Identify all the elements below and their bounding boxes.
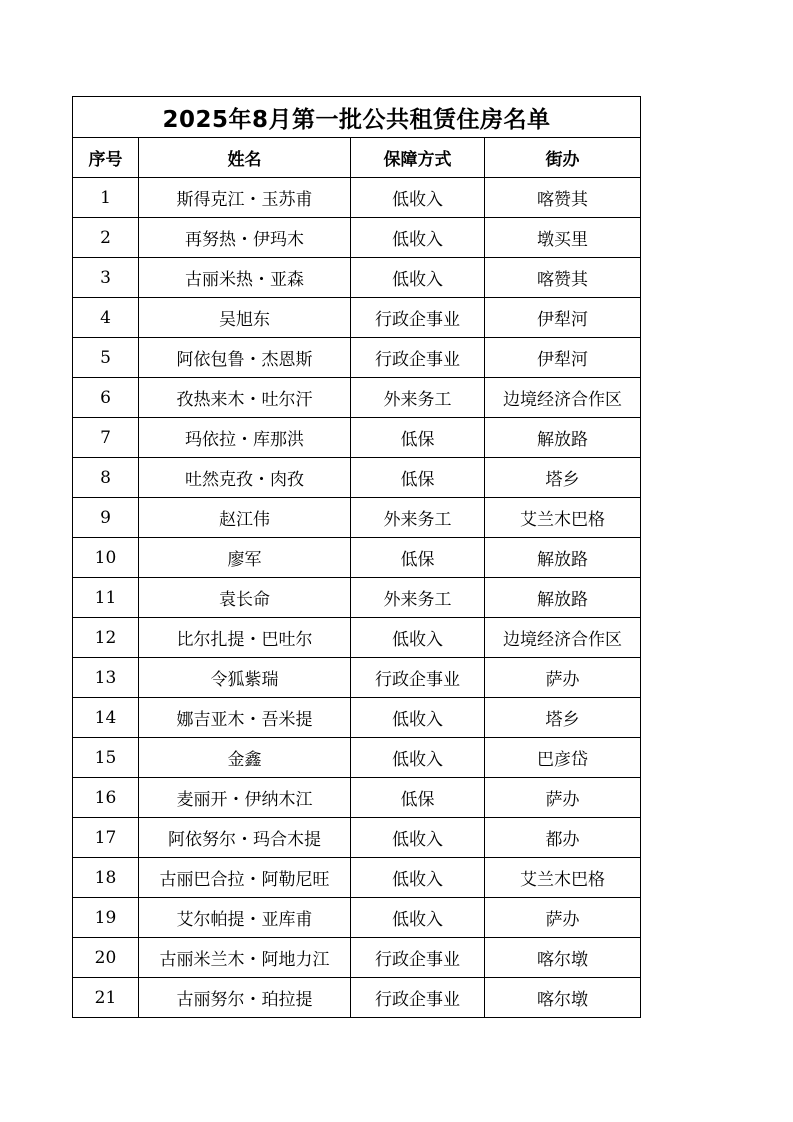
cell-name: 阿依包鲁・杰恩斯 xyxy=(139,338,351,378)
cell-type: 行政企事业 xyxy=(351,658,485,698)
cell-no: 21 xyxy=(73,978,139,1018)
cell-no: 11 xyxy=(73,578,139,618)
cell-name: 古丽巴合拉・阿勒尼旺 xyxy=(139,858,351,898)
cell-no: 17 xyxy=(73,818,139,858)
header-street: 街办 xyxy=(485,138,641,178)
table-row xyxy=(73,338,641,378)
cell-street: 塔乡 xyxy=(485,458,641,498)
cell-name: 阿依努尔・玛合木提 xyxy=(139,818,351,858)
cell-type: 低收入 xyxy=(351,258,485,298)
cell-type: 低收入 xyxy=(351,618,485,658)
housing-list-sheet xyxy=(72,96,640,1018)
table-row xyxy=(73,178,641,218)
table-row xyxy=(73,538,641,578)
table-row xyxy=(73,938,641,978)
cell-name: 麦丽开・伊纳木江 xyxy=(139,778,351,818)
cell-street: 艾兰木巴格 xyxy=(485,498,641,538)
cell-name: 斯得克江・玉苏甫 xyxy=(139,178,351,218)
header-no: 序号 xyxy=(73,138,139,178)
table-row xyxy=(73,298,641,338)
cell-street: 萨办 xyxy=(485,778,641,818)
table-row xyxy=(73,858,641,898)
cell-type: 外来务工 xyxy=(351,498,485,538)
cell-name: 艾尔帕提・亚库甫 xyxy=(139,898,351,938)
table-row xyxy=(73,698,641,738)
cell-type: 低保 xyxy=(351,538,485,578)
cell-no: 1 xyxy=(73,178,139,218)
cell-name: 吴旭东 xyxy=(139,298,351,338)
cell-type: 低收入 xyxy=(351,698,485,738)
cell-no: 20 xyxy=(73,938,139,978)
cell-street: 边境经济合作区 xyxy=(485,618,641,658)
table-row xyxy=(73,418,641,458)
cell-type: 低收入 xyxy=(351,218,485,258)
cell-type: 行政企事业 xyxy=(351,978,485,1018)
cell-name: 玛依拉・库那洪 xyxy=(139,418,351,458)
cell-street: 喀赞其 xyxy=(485,258,641,298)
cell-street: 巴彦岱 xyxy=(485,738,641,778)
cell-street: 艾兰木巴格 xyxy=(485,858,641,898)
table-row xyxy=(73,618,641,658)
table-row xyxy=(73,898,641,938)
header-row xyxy=(73,138,641,178)
cell-name: 吐然克孜・肉孜 xyxy=(139,458,351,498)
cell-name: 比尔扎提・巴吐尔 xyxy=(139,618,351,658)
cell-name: 袁长命 xyxy=(139,578,351,618)
cell-name: 廖军 xyxy=(139,538,351,578)
cell-name: 再努热・伊玛木 xyxy=(139,218,351,258)
table-row xyxy=(73,778,641,818)
table-row xyxy=(73,738,641,778)
table-row xyxy=(73,218,641,258)
cell-name: 赵江伟 xyxy=(139,498,351,538)
cell-street: 伊犁河 xyxy=(485,338,641,378)
cell-name: 古丽米兰木・阿地力江 xyxy=(139,938,351,978)
cell-street: 萨办 xyxy=(485,658,641,698)
cell-no: 9 xyxy=(73,498,139,538)
header-name: 姓名 xyxy=(139,138,351,178)
table-row xyxy=(73,818,641,858)
cell-street: 喀尔墩 xyxy=(485,938,641,978)
cell-no: 4 xyxy=(73,298,139,338)
cell-no: 8 xyxy=(73,458,139,498)
cell-street: 塔乡 xyxy=(485,698,641,738)
cell-type: 低收入 xyxy=(351,818,485,858)
cell-street: 解放路 xyxy=(485,538,641,578)
cell-no: 19 xyxy=(73,898,139,938)
header-type: 保障方式 xyxy=(351,138,485,178)
cell-name: 孜热来木・吐尔汗 xyxy=(139,378,351,418)
table-row xyxy=(73,498,641,538)
cell-name: 金鑫 xyxy=(139,738,351,778)
cell-type: 行政企事业 xyxy=(351,298,485,338)
table-row xyxy=(73,458,641,498)
table-row xyxy=(73,978,641,1018)
cell-street: 边境经济合作区 xyxy=(485,378,641,418)
table-row xyxy=(73,578,641,618)
table-body xyxy=(73,178,641,1018)
cell-no: 3 xyxy=(73,258,139,298)
cell-no: 15 xyxy=(73,738,139,778)
cell-no: 12 xyxy=(73,618,139,658)
cell-type: 低收入 xyxy=(351,178,485,218)
cell-no: 16 xyxy=(73,778,139,818)
cell-street: 喀尔墩 xyxy=(485,978,641,1018)
cell-street: 解放路 xyxy=(485,418,641,458)
document-title: 2025年8月第一批公共租赁住房名单 xyxy=(73,97,641,138)
cell-type: 行政企事业 xyxy=(351,338,485,378)
cell-name: 古丽努尔・珀拉提 xyxy=(139,978,351,1018)
cell-name: 令狐紫瑞 xyxy=(139,658,351,698)
cell-type: 低保 xyxy=(351,778,485,818)
cell-type: 外来务工 xyxy=(351,378,485,418)
cell-no: 7 xyxy=(73,418,139,458)
cell-no: 10 xyxy=(73,538,139,578)
cell-street: 伊犁河 xyxy=(485,298,641,338)
cell-type: 低保 xyxy=(351,458,485,498)
cell-no: 5 xyxy=(73,338,139,378)
cell-type: 低收入 xyxy=(351,898,485,938)
cell-no: 6 xyxy=(73,378,139,418)
title-row xyxy=(73,97,641,138)
cell-type: 外来务工 xyxy=(351,578,485,618)
cell-street: 解放路 xyxy=(485,578,641,618)
cell-type: 低收入 xyxy=(351,858,485,898)
cell-type: 低收入 xyxy=(351,738,485,778)
cell-no: 14 xyxy=(73,698,139,738)
cell-street: 墩买里 xyxy=(485,218,641,258)
housing-list-table xyxy=(72,96,641,1018)
cell-type: 低保 xyxy=(351,418,485,458)
cell-street: 萨办 xyxy=(485,898,641,938)
cell-no: 18 xyxy=(73,858,139,898)
table-row xyxy=(73,258,641,298)
cell-no: 2 xyxy=(73,218,139,258)
cell-street: 都办 xyxy=(485,818,641,858)
cell-name: 古丽米热・亚森 xyxy=(139,258,351,298)
cell-type: 行政企事业 xyxy=(351,938,485,978)
table-row xyxy=(73,378,641,418)
cell-street: 喀赞其 xyxy=(485,178,641,218)
cell-no: 13 xyxy=(73,658,139,698)
cell-name: 娜吉亚木・吾米提 xyxy=(139,698,351,738)
table-row xyxy=(73,658,641,698)
